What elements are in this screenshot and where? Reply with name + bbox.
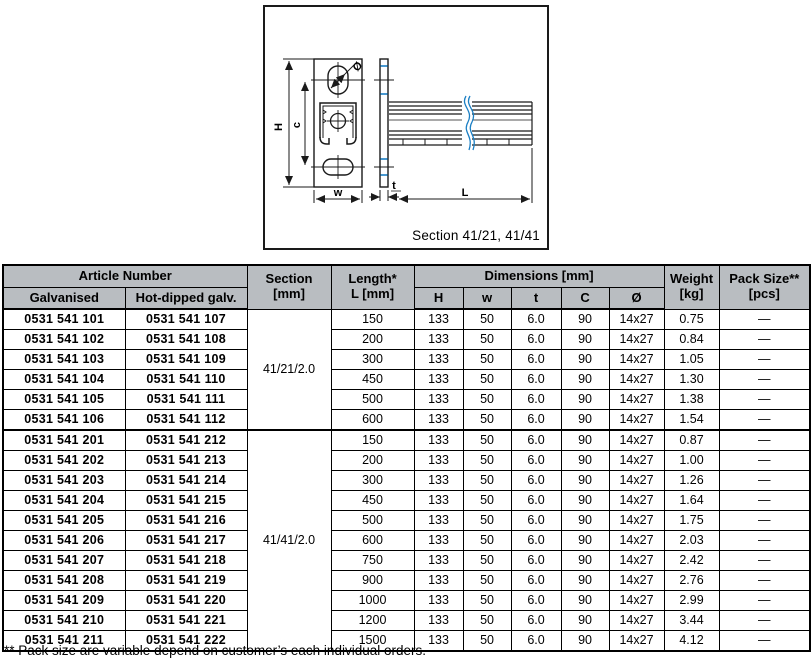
- cell-dim-dia: 14x27: [609, 531, 664, 551]
- cell-dim-w: 50: [463, 410, 511, 431]
- cell-dim-C: 90: [561, 491, 609, 511]
- cell-dim-w: 50: [463, 451, 511, 471]
- cell-galvanised: 0531 541 102: [3, 330, 125, 350]
- cell-hot-dipped: 0531 541 219: [125, 571, 247, 591]
- cell-weight: 4.12: [664, 631, 719, 652]
- table-row: [3, 531, 810, 551]
- cell-galvanised: 0531 541 204: [3, 491, 125, 511]
- cell-galvanised: 0531 541 208: [3, 571, 125, 591]
- cell-dim-dia: 14x27: [609, 390, 664, 410]
- cell-dim-dia: 14x27: [609, 571, 664, 591]
- cell-length: 450: [331, 370, 414, 390]
- cell-dim-C: 90: [561, 551, 609, 571]
- header-weight-line2: [kg]: [679, 286, 704, 302]
- header-row-1: [3, 265, 810, 288]
- cell-dim-C: 90: [561, 611, 609, 631]
- table-row: [3, 350, 810, 370]
- cell-length: 600: [331, 531, 414, 551]
- cell-length: 200: [331, 330, 414, 350]
- cell-pack-size: —: [719, 511, 810, 531]
- table-row: [3, 591, 810, 611]
- table-row: [3, 611, 810, 631]
- cell-hot-dipped: 0531 541 222: [125, 631, 247, 652]
- cell-dim-w: 50: [463, 511, 511, 531]
- cell-weight: 1.26: [664, 471, 719, 491]
- cell-dim-w: 50: [463, 611, 511, 631]
- cell-dim-C: 90: [561, 430, 609, 451]
- cell-dim-t: 6.0: [511, 350, 561, 370]
- cell-dim-t: 6.0: [511, 551, 561, 571]
- cell-dim-dia: 14x27: [609, 430, 664, 451]
- cell-dim-dia: 14x27: [609, 611, 664, 631]
- cell-dim-w: 50: [463, 591, 511, 611]
- side-slot-edges-blue: [381, 66, 388, 175]
- cell-galvanised: 0531 541 105: [3, 390, 125, 410]
- cell-weight: 0.75: [664, 309, 719, 330]
- header-dim-C: C: [561, 288, 609, 310]
- cell-dim-t: 6.0: [511, 451, 561, 471]
- cell-dim-C: 90: [561, 471, 609, 491]
- technical-drawing: [265, 7, 547, 248]
- table-row: [3, 451, 810, 471]
- cell-weight: 1.64: [664, 491, 719, 511]
- cell-dim-t: 6.0: [511, 370, 561, 390]
- cell-hot-dipped: 0531 541 109: [125, 350, 247, 370]
- cell-length: 750: [331, 551, 414, 571]
- cell-pack-size: —: [719, 631, 810, 652]
- table-row: [3, 511, 810, 531]
- cell-length: 200: [331, 451, 414, 471]
- cell-dim-C: 90: [561, 370, 609, 390]
- table-row: [3, 390, 810, 410]
- cell-dim-w: 50: [463, 531, 511, 551]
- cell-section: 41/21/2.0: [247, 309, 331, 430]
- header-weight: [664, 265, 719, 309]
- header-pack-size: [719, 265, 810, 309]
- cell-dim-w: 50: [463, 571, 511, 591]
- cell-dim-t: 6.0: [511, 491, 561, 511]
- label-H: H: [273, 123, 285, 131]
- cell-dim-t: 6.0: [511, 611, 561, 631]
- cell-galvanised: 0531 541 202: [3, 451, 125, 471]
- cell-weight: 2.42: [664, 551, 719, 571]
- cell-weight: 1.05: [664, 350, 719, 370]
- cell-pack-size: —: [719, 471, 810, 491]
- cell-dim-dia: 14x27: [609, 350, 664, 370]
- cell-dim-dia: 14x27: [609, 511, 664, 531]
- cell-length: 1500: [331, 631, 414, 652]
- cell-galvanised: 0531 541 104: [3, 370, 125, 390]
- cell-pack-size: —: [719, 430, 810, 451]
- drawing-caption: Section 41/21, 41/41: [412, 228, 540, 243]
- cell-dim-t: 6.0: [511, 571, 561, 591]
- cell-galvanised: 0531 541 206: [3, 531, 125, 551]
- cell-hot-dipped: 0531 541 221: [125, 611, 247, 631]
- cell-hot-dipped: 0531 541 112: [125, 410, 247, 431]
- technical-drawing-box: [263, 5, 549, 250]
- header-section: [247, 265, 331, 309]
- cell-dim-H: 133: [414, 451, 463, 471]
- cell-dim-H: 133: [414, 330, 463, 350]
- table-row: [3, 551, 810, 571]
- header-pack-line2: [pcs]: [748, 286, 780, 302]
- cell-dim-w: 50: [463, 390, 511, 410]
- cell-hot-dipped: 0531 541 216: [125, 511, 247, 531]
- cell-dim-C: 90: [561, 591, 609, 611]
- header-dim-w: w: [463, 288, 511, 310]
- cell-weight: 2.76: [664, 571, 719, 591]
- cell-hot-dipped: 0531 541 107: [125, 309, 247, 330]
- cell-pack-size: —: [719, 551, 810, 571]
- cell-hot-dipped: 0531 541 212: [125, 430, 247, 451]
- cell-dim-w: 50: [463, 491, 511, 511]
- cell-galvanised: 0531 541 205: [3, 511, 125, 531]
- cell-weight: 3.44: [664, 611, 719, 631]
- cell-length: 1000: [331, 591, 414, 611]
- cell-pack-size: —: [719, 330, 810, 350]
- cell-dim-w: 50: [463, 370, 511, 390]
- cell-hot-dipped: 0531 541 214: [125, 471, 247, 491]
- table-row: [3, 330, 810, 350]
- cell-dim-w: 50: [463, 430, 511, 451]
- table-row: [3, 430, 810, 451]
- cell-dim-H: 133: [414, 611, 463, 631]
- header-weight-line1: Weight: [669, 271, 714, 287]
- cell-length: 300: [331, 471, 414, 491]
- cell-pack-size: —: [719, 370, 810, 390]
- table-row: [3, 309, 810, 330]
- cell-length: 150: [331, 309, 414, 330]
- cell-length: 500: [331, 390, 414, 410]
- cell-dim-t: 6.0: [511, 591, 561, 611]
- cell-length: 500: [331, 511, 414, 531]
- cell-dim-H: 133: [414, 410, 463, 431]
- cell-dim-dia: 14x27: [609, 370, 664, 390]
- cell-length: 300: [331, 350, 414, 370]
- header-hot-dipped: Hot-dipped galv.: [125, 288, 247, 310]
- cell-dim-H: 133: [414, 309, 463, 330]
- footnote: ** Pack size are variable depend on customer’s each individual orders.: [4, 643, 426, 658]
- cell-galvanised: 0531 541 203: [3, 471, 125, 491]
- header-dim-H: H: [414, 288, 463, 310]
- cell-hot-dipped: 0531 541 108: [125, 330, 247, 350]
- cell-hot-dipped: 0531 541 111: [125, 390, 247, 410]
- cell-dim-dia: 14x27: [609, 330, 664, 350]
- cell-dim-w: 50: [463, 309, 511, 330]
- cell-dim-dia: 14x27: [609, 309, 664, 330]
- cell-dim-H: 133: [414, 571, 463, 591]
- cell-dim-H: 133: [414, 430, 463, 451]
- cell-dim-H: 133: [414, 491, 463, 511]
- cell-dim-t: 6.0: [511, 631, 561, 652]
- header-galvanised: Galvanised: [3, 288, 125, 310]
- cell-galvanised: 0531 541 207: [3, 551, 125, 571]
- table-row: [3, 491, 810, 511]
- header-section-line1: Section: [265, 271, 313, 287]
- cell-dim-C: 90: [561, 350, 609, 370]
- table-row: [3, 471, 810, 491]
- cell-galvanised: 0531 541 101: [3, 309, 125, 330]
- cell-dim-t: 6.0: [511, 309, 561, 330]
- cell-dim-dia: 14x27: [609, 631, 664, 652]
- side-slot-centers: [374, 80, 394, 167]
- cell-hot-dipped: 0531 541 217: [125, 531, 247, 551]
- cell-weight: 1.75: [664, 511, 719, 531]
- cell-dim-dia: 14x27: [609, 451, 664, 471]
- rail-side: [389, 102, 532, 145]
- header-length-line1: Length*: [348, 271, 397, 287]
- cell-dim-H: 133: [414, 350, 463, 370]
- cell-dim-C: 90: [561, 511, 609, 531]
- cell-dim-H: 133: [414, 511, 463, 531]
- cell-dim-t: 6.0: [511, 531, 561, 551]
- cell-dim-dia: 14x27: [609, 591, 664, 611]
- table-row: [3, 571, 810, 591]
- cell-hot-dipped: 0531 541 213: [125, 451, 247, 471]
- label-L: L: [461, 187, 469, 199]
- cell-dim-t: 6.0: [511, 471, 561, 491]
- cell-dim-H: 133: [414, 631, 463, 652]
- header-article-number: Article Number: [3, 265, 247, 288]
- cell-dim-dia: 14x27: [609, 551, 664, 571]
- header-pack-line1: Pack Size**: [729, 271, 800, 287]
- cell-weight: 1.38: [664, 390, 719, 410]
- cell-pack-size: —: [719, 531, 810, 551]
- cell-galvanised: 0531 541 201: [3, 430, 125, 451]
- header-section-line2: [mm]: [273, 286, 305, 302]
- cell-dim-w: 50: [463, 350, 511, 370]
- cell-weight: 1.00: [664, 451, 719, 471]
- cell-dim-t: 6.0: [511, 410, 561, 431]
- cell-dim-C: 90: [561, 531, 609, 551]
- cell-pack-size: —: [719, 350, 810, 370]
- cell-dim-H: 133: [414, 551, 463, 571]
- cell-galvanised: 0531 541 103: [3, 350, 125, 370]
- header-length-line2: L [mm]: [350, 286, 395, 302]
- header-length: [331, 265, 414, 309]
- cell-dim-C: 90: [561, 571, 609, 591]
- label-dia: Ø: [350, 59, 366, 75]
- cell-pack-size: —: [719, 390, 810, 410]
- cell-dim-C: 90: [561, 631, 609, 652]
- cell-dim-C: 90: [561, 451, 609, 471]
- header-dimensions: Dimensions [mm]: [414, 265, 664, 288]
- cell-weight: 0.87: [664, 430, 719, 451]
- cell-galvanised: 0531 541 211: [3, 631, 125, 652]
- cell-dim-dia: 14x27: [609, 410, 664, 431]
- cell-dim-C: 90: [561, 309, 609, 330]
- cell-dim-dia: 14x27: [609, 491, 664, 511]
- table-row: [3, 370, 810, 390]
- cell-dim-C: 90: [561, 390, 609, 410]
- cell-dim-C: 90: [561, 330, 609, 350]
- cell-weight: 0.84: [664, 330, 719, 350]
- cell-dim-H: 133: [414, 591, 463, 611]
- label-t: t: [392, 180, 396, 192]
- cell-dim-w: 50: [463, 631, 511, 652]
- cell-pack-size: —: [719, 309, 810, 330]
- cell-hot-dipped: 0531 541 215: [125, 491, 247, 511]
- spec-table: [2, 264, 811, 652]
- cell-galvanised: 0531 541 106: [3, 410, 125, 431]
- cell-pack-size: —: [719, 611, 810, 631]
- cell-dim-H: 133: [414, 370, 463, 390]
- cell-pack-size: —: [719, 571, 810, 591]
- cell-weight: 2.99: [664, 591, 719, 611]
- cell-galvanised: 0531 541 210: [3, 611, 125, 631]
- cell-weight: 1.30: [664, 370, 719, 390]
- cell-length: 600: [331, 410, 414, 431]
- cell-hot-dipped: 0531 541 110: [125, 370, 247, 390]
- cell-dim-H: 133: [414, 531, 463, 551]
- cell-dim-t: 6.0: [511, 330, 561, 350]
- cell-dim-w: 50: [463, 330, 511, 350]
- cell-hot-dipped: 0531 541 220: [125, 591, 247, 611]
- cell-dim-t: 6.0: [511, 430, 561, 451]
- cell-weight: 1.54: [664, 410, 719, 431]
- cell-pack-size: —: [719, 451, 810, 471]
- label-w: w: [333, 187, 343, 199]
- cell-pack-size: —: [719, 491, 810, 511]
- cell-weight: 2.03: [664, 531, 719, 551]
- dim-t: [369, 190, 401, 201]
- cell-section: 41/41/2.0: [247, 430, 331, 651]
- cell-dim-t: 6.0: [511, 390, 561, 410]
- cell-galvanised: 0531 541 209: [3, 591, 125, 611]
- cell-length: 150: [331, 430, 414, 451]
- cell-hot-dipped: 0531 541 218: [125, 551, 247, 571]
- cell-length: 450: [331, 491, 414, 511]
- cell-dim-C: 90: [561, 410, 609, 431]
- cell-pack-size: —: [719, 591, 810, 611]
- cell-dim-t: 6.0: [511, 511, 561, 531]
- cell-dim-dia: 14x27: [609, 471, 664, 491]
- centerlines: [311, 62, 365, 179]
- table-row: [3, 410, 810, 431]
- header-dim-dia: Ø: [609, 288, 664, 310]
- header-dim-t: t: [511, 288, 561, 310]
- cell-dim-H: 133: [414, 390, 463, 410]
- cell-length: 900: [331, 571, 414, 591]
- cell-dim-H: 133: [414, 471, 463, 491]
- cell-dim-w: 50: [463, 471, 511, 491]
- side-view-plate: [380, 59, 388, 187]
- cell-dim-w: 50: [463, 551, 511, 571]
- cell-pack-size: —: [719, 410, 810, 431]
- cell-length: 1200: [331, 611, 414, 631]
- label-c: c: [291, 121, 303, 129]
